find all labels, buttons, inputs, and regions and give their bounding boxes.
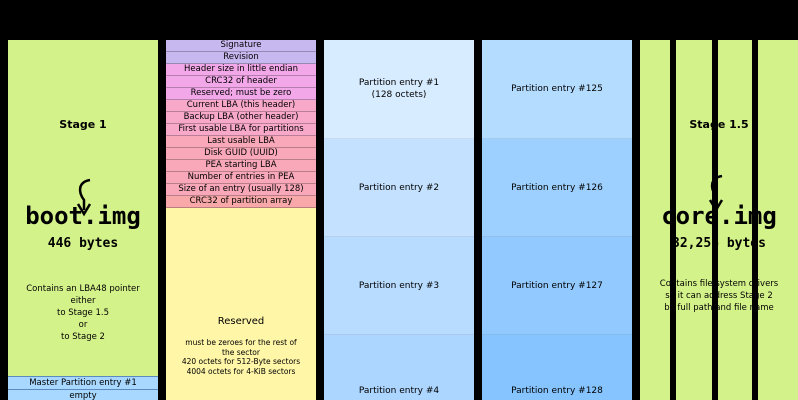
- partition-entry-cell: Partition entry #4: [324, 335, 474, 400]
- gpt-header-field: Signature: [166, 40, 316, 52]
- gpt-header-field: CRC32 of partition array: [166, 196, 316, 208]
- boot-img-label: boot.img: [25, 202, 141, 230]
- gpt-header-field: Header size in little endian: [166, 64, 316, 76]
- gpt-header-field: Current LBA (this header): [166, 100, 316, 112]
- core-img-size: 32,256 bytes: [672, 236, 766, 251]
- reserved-notes: must be zeroes for the rest of the sector 420 octets for 512-Byte sectors 4004 octets for 4-KiB sectors: [181, 338, 301, 376]
- gpt-header-field: First usable LBA for partitions: [166, 124, 316, 136]
- partition-entry-cell: Partition entry #127: [482, 237, 632, 335]
- stage1-title: Stage 1: [59, 118, 107, 131]
- stage1-description: Contains an LBA48 pointer either to Stage 1.5 or to Stage 2: [26, 284, 140, 342]
- gpt-header-field: Revision: [166, 52, 316, 64]
- boot-img-size: 446 bytes: [47, 236, 119, 251]
- reserved-title: Reserved: [217, 316, 265, 327]
- mbr-partition-entry-empty: empty: [8, 389, 158, 400]
- gpt-reserved-area: [166, 208, 316, 400]
- partition-entry-cell: Partition entry #125: [482, 40, 632, 139]
- stage15-title: Stage 1.5: [689, 118, 749, 131]
- gpt-header-field: PEA starting LBA: [166, 160, 316, 172]
- gpt-header-field: Size of an entry (usually 128): [166, 184, 316, 196]
- gpt-header-field: CRC32 of header: [166, 76, 316, 88]
- partition-entry-cell: Partition entry #1 (128 octets): [324, 40, 474, 139]
- partition-array-end: [482, 40, 632, 400]
- partition-entry-cell: Partition entry #128: [482, 335, 632, 400]
- partition-entry-cell: Partition entry #2: [324, 139, 474, 237]
- stage15-panel: [640, 40, 798, 400]
- partition-array-start: [324, 40, 474, 400]
- gpt-header-field: Disk GUID (UUID): [166, 148, 316, 160]
- gpt-header-field: Backup LBA (other header): [166, 112, 316, 124]
- stage15-description: Contains file system drivers so it can address Stage 2 by full path and file name: [659, 279, 779, 313]
- stage1-panel: [8, 40, 158, 400]
- gpt-header-field: Reserved; must be zero: [166, 88, 316, 100]
- core-img-label: core.img: [661, 202, 777, 230]
- gpt-header-field: Number of entries in PEA: [166, 172, 316, 184]
- partition-entry-cell: Partition entry #3: [324, 237, 474, 335]
- partition-entry-cell: Partition entry #126: [482, 139, 632, 237]
- gpt-header-panel: [166, 40, 316, 400]
- mbr-partition-entry-1: Master Partition entry #1: [8, 376, 158, 389]
- gpt-header-field: Last usable LBA: [166, 136, 316, 148]
